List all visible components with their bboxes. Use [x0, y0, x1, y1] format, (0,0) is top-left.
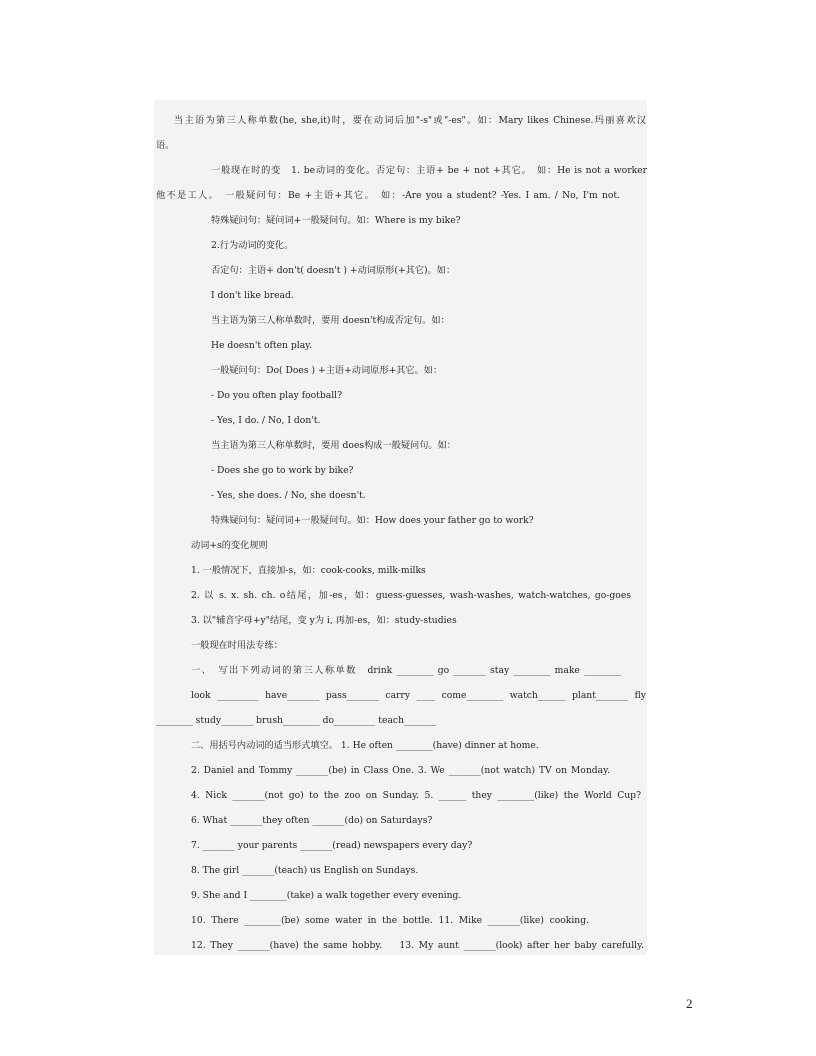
paragraph-line: 特殊疑问句：疑问词+一般疑问句。如：How does your father go to work? [211, 515, 534, 526]
paragraph-line: 当主语为第三人称单数(he, she,it)时，要在动词后加"-s"或"-es"。如：Mary likes Chinese.玛丽喜欢汉 [174, 115, 646, 126]
section-heading: 一般现在时用法专练： [191, 640, 283, 651]
paragraph-line: 特殊疑问句：疑问词+一般疑问句。如：Where is my bike? [211, 215, 461, 226]
paragraph-line: 否定句：主语+ don't( doesn't ) +动词原形(+其它)。如： [211, 265, 456, 276]
paragraph-line: - Yes, I do. / No, I don't. [211, 415, 321, 426]
paragraph-line: 一般现在时的变 1. be动词的变化。否定句：主语+ be + not +其它。 如：He is not a worker [211, 165, 647, 176]
paragraph-line: - Yes, she does. / No, she doesn't. [211, 490, 366, 501]
exercise-line: ________ study_______ brush________ do_________ teach_______ [156, 715, 437, 726]
exercise-line: 10. There ________(be) some water in the bottle. 11. Mike _______(like) cooking. [191, 915, 589, 926]
exercise-line: 一、 写出下列动词的第三人称单数 drink ________ go _______ stay ________ make ________ [191, 665, 621, 676]
paragraph-line: 语。 [156, 140, 175, 151]
exercise-line: 二、用括号内动词的适当形式填空。 1. He often ________(have) dinner at home. [191, 740, 539, 751]
paragraph-line: 他不是工人。 一般疑问句：Be +主语+其它。 如：-Are you a student? -Yes. I am. / No, I'm not. [156, 190, 620, 201]
exercise-line: 8. The girl _______(teach) us English on Sundays. [191, 865, 419, 876]
exercise-line: 9. She and I ________(take) a walk together every evening. [191, 890, 462, 901]
paragraph-line: 2.行为动词的变化。 [211, 240, 294, 251]
paragraph-line: 3. 以"辅音字母+y"结尾，变 y为 i, 再加-es，如：study-studies [191, 615, 457, 626]
exercise-line: 12. They _______(have) the same hobby. 13. My aunt _______(look) after her baby carefully. [191, 940, 644, 951]
exercise-line: 2. Daniel and Tommy _______(be) in Class One. 3. We _______(not watch) TV on Monday. [191, 765, 610, 776]
paragraph-line: - Does she go to work by bike? [211, 465, 354, 476]
exercise-line: 7. _______ your parents _______(read) newspapers every day? [191, 840, 473, 851]
page-number: 2 [686, 996, 693, 1011]
paragraph-line: 一般疑问句：Do( Does ) +主语+动词原形+其它。如： [211, 365, 443, 376]
exercise-line: look _________ have_______ pass_______ carry ____ come________ watch______ plant_______ fly [191, 690, 646, 701]
paragraph-line: 当主语为第三人称单数时，要用 doesn't构成否定句。如： [211, 315, 450, 326]
paragraph-line: 2. 以 s. x. sh. ch. o结尾，加-es，如：guess-guesses, wash-washes, watch-watches, go-goes [191, 590, 631, 601]
paragraph-line: - Do you often play football? [211, 390, 343, 401]
paragraph-line: He doesn't often play. [211, 340, 313, 351]
paragraph-line: I don't like bread. [211, 290, 294, 301]
section-heading: 动词+s的变化规则 [191, 540, 268, 551]
paragraph-line: 当主语为第三人称单数时，要用 does构成一般疑问句。如： [211, 440, 456, 451]
exercise-line: 4. Nick _______(not go) to the zoo on Sunday. 5. ______ they ________(like) the World Cup? [191, 790, 641, 801]
paragraph-line: 1. 一般情况下，直接加-s，如：cook-cooks, milk-milks [191, 565, 426, 576]
exercise-line: 6. What _______they often _______(do) on Saturdays? [191, 815, 433, 826]
